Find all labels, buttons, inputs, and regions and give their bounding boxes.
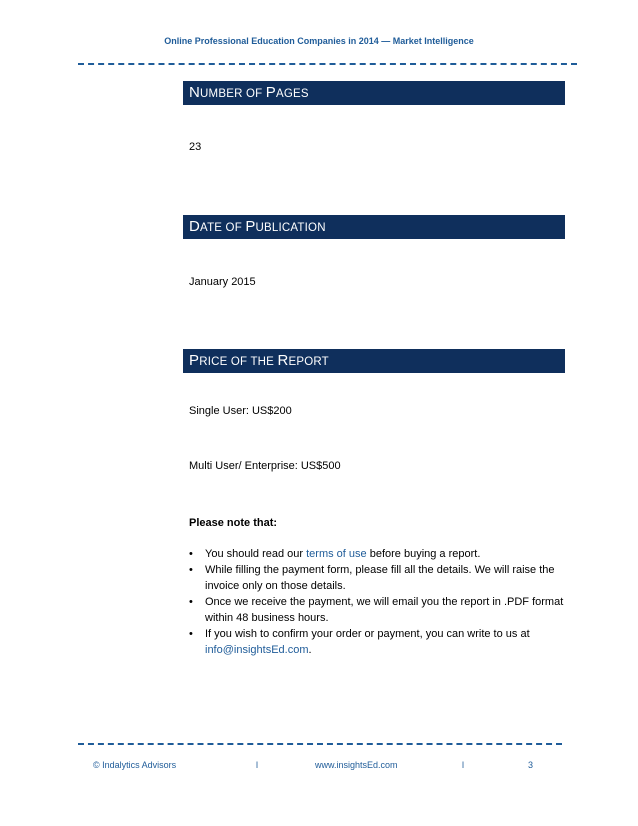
single-user-price: Single User: US$200	[189, 405, 292, 417]
note-heading: Please note that:	[189, 517, 278, 529]
bullet-icon: •	[189, 548, 193, 560]
multi-user-price: Multi User/ Enterprise: US$500	[189, 460, 341, 472]
list-item: • Once we receive the payment, we will email you the report in .PDF format within 48 business hours.	[189, 596, 564, 624]
email-link[interactable]: info@insightsEd.com	[205, 644, 309, 656]
footer-divider	[78, 743, 562, 745]
bullet-icon: •	[189, 596, 193, 608]
page-footer	[0, 760, 638, 774]
header-title: Online Professional Education Companies in 2014 — Market Intelligence	[164, 36, 474, 46]
footer-separator: l	[462, 760, 464, 770]
pages-value: 23	[189, 141, 202, 153]
footer-website-link[interactable]: www.insightsEd.com	[315, 760, 398, 770]
bullet-icon: •	[189, 564, 193, 576]
bullet-icon: •	[189, 628, 193, 640]
footer-separator: l	[256, 760, 258, 770]
footer-copyright: © Indalytics Advisors	[93, 760, 177, 770]
header-divider	[78, 63, 577, 65]
section-title-date-of-publication: DATE OF PUBLICATION	[183, 215, 565, 239]
page-number: 3	[528, 760, 534, 770]
publication-date-value: January 2015	[189, 276, 256, 288]
list-item: • If you wish to confirm your order or payment, you can write to us at info@insightsEd.com.	[189, 628, 530, 656]
note-list	[189, 546, 569, 658]
list-item: • You should read our terms of use before buying a report.	[189, 548, 481, 560]
section-title-number-of-pages: NUMBER OF PAGES	[183, 81, 565, 105]
section-title-price-of-the-report: PRICE OF THE REPORT	[183, 349, 565, 373]
list-item: • While filling the payment form, please fill all the details. We will raise the invoice only on those details.	[189, 564, 555, 592]
terms-of-use-link[interactable]: terms of use	[306, 548, 367, 560]
